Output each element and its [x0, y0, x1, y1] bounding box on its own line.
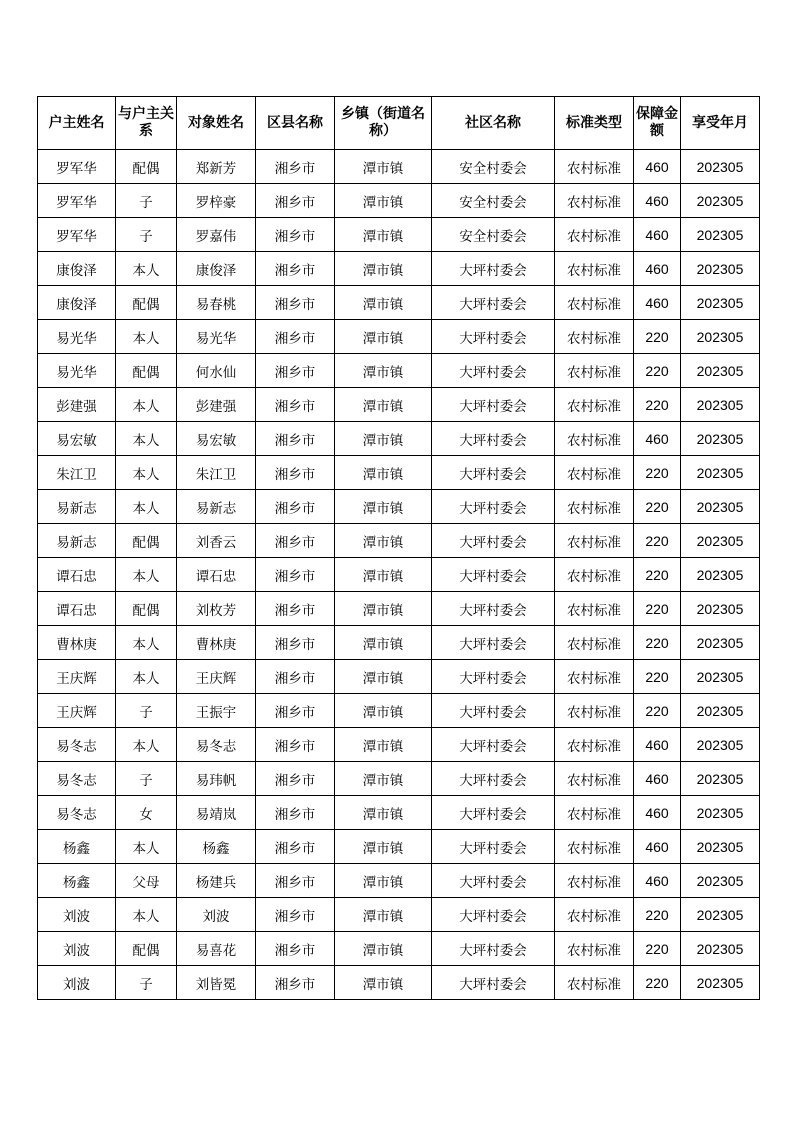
- county-cell: 湘乡市: [256, 660, 335, 694]
- table-header-row: [38, 97, 760, 150]
- household-head-cell: 易光华: [38, 354, 116, 388]
- period-cell: 202305: [681, 354, 760, 388]
- household-head-cell: 朱江卫: [38, 456, 116, 490]
- county-cell: 湘乡市: [256, 252, 335, 286]
- period-cell: 202305: [681, 218, 760, 252]
- township-cell: 潭市镇: [335, 524, 432, 558]
- beneficiary-table: [37, 96, 760, 1000]
- period-cell: 202305: [681, 286, 760, 320]
- community-cell: 大坪村委会: [432, 456, 555, 490]
- recipient-name-cell: 刘波: [177, 898, 256, 932]
- recipient-name-cell: 易冬志: [177, 728, 256, 762]
- township-cell: 潭市镇: [335, 898, 432, 932]
- county-cell: 湘乡市: [256, 864, 335, 898]
- amount-cell: 220: [634, 354, 681, 388]
- county-cell: 湘乡市: [256, 150, 335, 184]
- household-head-cell: 康俊泽: [38, 286, 116, 320]
- header-community: 社区名称: [432, 97, 555, 150]
- household-head-cell: 康俊泽: [38, 252, 116, 286]
- recipient-name-cell: 王庆辉: [177, 660, 256, 694]
- period-cell: 202305: [681, 388, 760, 422]
- amount-cell: 220: [634, 660, 681, 694]
- community-cell: 大坪村委会: [432, 728, 555, 762]
- period-cell: 202305: [681, 728, 760, 762]
- household-head-cell: 易新志: [38, 490, 116, 524]
- table-row: [38, 558, 760, 592]
- standard-type-cell: 农村标准: [555, 490, 634, 524]
- period-cell: 202305: [681, 660, 760, 694]
- amount-cell: 460: [634, 150, 681, 184]
- county-cell: 湘乡市: [256, 728, 335, 762]
- community-cell: 大坪村委会: [432, 762, 555, 796]
- header-township: 乡镇（街道名称）: [335, 97, 432, 150]
- township-cell: 潭市镇: [335, 864, 432, 898]
- household-head-cell: 罗军华: [38, 184, 116, 218]
- recipient-name-cell: 何水仙: [177, 354, 256, 388]
- relationship-cell: 父母: [116, 864, 177, 898]
- standard-type-cell: 农村标准: [555, 932, 634, 966]
- community-cell: 大坪村委会: [432, 830, 555, 864]
- amount-cell: 460: [634, 728, 681, 762]
- county-cell: 湘乡市: [256, 388, 335, 422]
- household-head-cell: 易新志: [38, 524, 116, 558]
- amount-cell: 220: [634, 558, 681, 592]
- standard-type-cell: 农村标准: [555, 626, 634, 660]
- township-cell: 潭市镇: [335, 422, 432, 456]
- header-recipient-name: 对象姓名: [177, 97, 256, 150]
- period-cell: 202305: [681, 524, 760, 558]
- standard-type-cell: 农村标准: [555, 728, 634, 762]
- recipient-name-cell: 易春桃: [177, 286, 256, 320]
- recipient-name-cell: 郑新芳: [177, 150, 256, 184]
- standard-type-cell: 农村标准: [555, 184, 634, 218]
- household-head-cell: 杨鑫: [38, 830, 116, 864]
- period-cell: 202305: [681, 422, 760, 456]
- standard-type-cell: 农村标准: [555, 524, 634, 558]
- amount-cell: 220: [634, 388, 681, 422]
- header-household-head: 户主姓名: [38, 97, 116, 150]
- township-cell: 潭市镇: [335, 558, 432, 592]
- standard-type-cell: 农村标准: [555, 592, 634, 626]
- period-cell: 202305: [681, 252, 760, 286]
- relationship-cell: 本人: [116, 558, 177, 592]
- amount-cell: 220: [634, 898, 681, 932]
- table-row: [38, 456, 760, 490]
- household-head-cell: 易冬志: [38, 762, 116, 796]
- table-row: [38, 932, 760, 966]
- recipient-name-cell: 杨鑫: [177, 830, 256, 864]
- relationship-cell: 配偶: [116, 150, 177, 184]
- county-cell: 湘乡市: [256, 626, 335, 660]
- standard-type-cell: 农村标准: [555, 864, 634, 898]
- recipient-name-cell: 王振宇: [177, 694, 256, 728]
- table-row: [38, 388, 760, 422]
- amount-cell: 220: [634, 694, 681, 728]
- standard-type-cell: 农村标准: [555, 320, 634, 354]
- relationship-cell: 本人: [116, 728, 177, 762]
- household-head-cell: 彭建强: [38, 388, 116, 422]
- township-cell: 潭市镇: [335, 184, 432, 218]
- relationship-cell: 配偶: [116, 354, 177, 388]
- county-cell: 湘乡市: [256, 830, 335, 864]
- standard-type-cell: 农村标准: [555, 660, 634, 694]
- period-cell: 202305: [681, 864, 760, 898]
- community-cell: 安全村委会: [432, 184, 555, 218]
- standard-type-cell: 农村标准: [555, 830, 634, 864]
- header-standard-type: 标准类型: [555, 97, 634, 150]
- table-row: [38, 354, 760, 388]
- amount-cell: 460: [634, 796, 681, 830]
- amount-cell: 220: [634, 592, 681, 626]
- recipient-name-cell: 易光华: [177, 320, 256, 354]
- period-cell: 202305: [681, 456, 760, 490]
- household-head-cell: 曹林庚: [38, 626, 116, 660]
- relationship-cell: 本人: [116, 660, 177, 694]
- household-head-cell: 易冬志: [38, 728, 116, 762]
- recipient-name-cell: 刘皆冕: [177, 966, 256, 1000]
- period-cell: 202305: [681, 694, 760, 728]
- standard-type-cell: 农村标准: [555, 150, 634, 184]
- community-cell: 大坪村委会: [432, 354, 555, 388]
- standard-type-cell: 农村标准: [555, 898, 634, 932]
- table-row: [38, 150, 760, 184]
- township-cell: 潭市镇: [335, 694, 432, 728]
- period-cell: 202305: [681, 830, 760, 864]
- community-cell: 大坪村委会: [432, 898, 555, 932]
- county-cell: 湘乡市: [256, 286, 335, 320]
- township-cell: 潭市镇: [335, 592, 432, 626]
- community-cell: 大坪村委会: [432, 592, 555, 626]
- period-cell: 202305: [681, 558, 760, 592]
- township-cell: 潭市镇: [335, 660, 432, 694]
- relationship-cell: 本人: [116, 422, 177, 456]
- county-cell: 湘乡市: [256, 320, 335, 354]
- community-cell: 安全村委会: [432, 150, 555, 184]
- recipient-name-cell: 彭建强: [177, 388, 256, 422]
- county-cell: 湘乡市: [256, 592, 335, 626]
- household-head-cell: 刘波: [38, 966, 116, 1000]
- table-row: [38, 592, 760, 626]
- household-head-cell: 王庆辉: [38, 694, 116, 728]
- relationship-cell: 本人: [116, 830, 177, 864]
- amount-cell: 220: [634, 932, 681, 966]
- relationship-cell: 本人: [116, 252, 177, 286]
- header-county: 区县名称: [256, 97, 335, 150]
- community-cell: 大坪村委会: [432, 252, 555, 286]
- period-cell: 202305: [681, 796, 760, 830]
- household-head-cell: 罗军华: [38, 150, 116, 184]
- township-cell: 潭市镇: [335, 966, 432, 1000]
- county-cell: 湘乡市: [256, 762, 335, 796]
- standard-type-cell: 农村标准: [555, 218, 634, 252]
- table-row: [38, 422, 760, 456]
- period-cell: 202305: [681, 626, 760, 660]
- recipient-name-cell: 易靖岚: [177, 796, 256, 830]
- table-row: [38, 320, 760, 354]
- period-cell: 202305: [681, 184, 760, 218]
- header-relationship: 与户主关系: [116, 97, 177, 150]
- relationship-cell: 配偶: [116, 524, 177, 558]
- amount-cell: 220: [634, 966, 681, 1000]
- table-row: [38, 796, 760, 830]
- community-cell: 大坪村委会: [432, 626, 555, 660]
- household-head-cell: 易冬志: [38, 796, 116, 830]
- recipient-name-cell: 曹林庚: [177, 626, 256, 660]
- relationship-cell: 本人: [116, 626, 177, 660]
- county-cell: 湘乡市: [256, 456, 335, 490]
- relationship-cell: 子: [116, 762, 177, 796]
- recipient-name-cell: 易喜花: [177, 932, 256, 966]
- household-head-cell: 易光华: [38, 320, 116, 354]
- community-cell: 大坪村委会: [432, 864, 555, 898]
- township-cell: 潭市镇: [335, 456, 432, 490]
- table-row: [38, 252, 760, 286]
- relationship-cell: 子: [116, 966, 177, 1000]
- header-amount: 保障金额: [634, 97, 681, 150]
- period-cell: 202305: [681, 490, 760, 524]
- township-cell: 潭市镇: [335, 286, 432, 320]
- township-cell: 潭市镇: [335, 762, 432, 796]
- household-head-cell: 谭石忠: [38, 592, 116, 626]
- table-row: [38, 830, 760, 864]
- household-head-cell: 谭石忠: [38, 558, 116, 592]
- relationship-cell: 配偶: [116, 286, 177, 320]
- standard-type-cell: 农村标准: [555, 252, 634, 286]
- community-cell: 大坪村委会: [432, 286, 555, 320]
- county-cell: 湘乡市: [256, 184, 335, 218]
- household-head-cell: 刘波: [38, 898, 116, 932]
- table-row: [38, 762, 760, 796]
- relationship-cell: 本人: [116, 490, 177, 524]
- standard-type-cell: 农村标准: [555, 558, 634, 592]
- county-cell: 湘乡市: [256, 796, 335, 830]
- period-cell: 202305: [681, 762, 760, 796]
- standard-type-cell: 农村标准: [555, 286, 634, 320]
- community-cell: 安全村委会: [432, 218, 555, 252]
- recipient-name-cell: 易玮帆: [177, 762, 256, 796]
- relationship-cell: 配偶: [116, 932, 177, 966]
- community-cell: 大坪村委会: [432, 320, 555, 354]
- period-cell: 202305: [681, 966, 760, 1000]
- township-cell: 潭市镇: [335, 796, 432, 830]
- header-period: 享受年月: [681, 97, 760, 150]
- township-cell: 潭市镇: [335, 388, 432, 422]
- recipient-name-cell: 易宏敏: [177, 422, 256, 456]
- recipient-name-cell: 罗梓豪: [177, 184, 256, 218]
- township-cell: 潭市镇: [335, 320, 432, 354]
- county-cell: 湘乡市: [256, 490, 335, 524]
- community-cell: 大坪村委会: [432, 796, 555, 830]
- relationship-cell: 子: [116, 184, 177, 218]
- relationship-cell: 本人: [116, 898, 177, 932]
- table-row: [38, 728, 760, 762]
- community-cell: 大坪村委会: [432, 422, 555, 456]
- recipient-name-cell: 杨建兵: [177, 864, 256, 898]
- standard-type-cell: 农村标准: [555, 354, 634, 388]
- amount-cell: 220: [634, 320, 681, 354]
- township-cell: 潭市镇: [335, 728, 432, 762]
- household-head-cell: 罗军华: [38, 218, 116, 252]
- community-cell: 大坪村委会: [432, 490, 555, 524]
- standard-type-cell: 农村标准: [555, 422, 634, 456]
- standard-type-cell: 农村标准: [555, 796, 634, 830]
- amount-cell: 220: [634, 626, 681, 660]
- community-cell: 大坪村委会: [432, 966, 555, 1000]
- county-cell: 湘乡市: [256, 524, 335, 558]
- table-row: [38, 626, 760, 660]
- township-cell: 潭市镇: [335, 218, 432, 252]
- amount-cell: 460: [634, 762, 681, 796]
- period-cell: 202305: [681, 320, 760, 354]
- amount-cell: 460: [634, 286, 681, 320]
- household-head-cell: 王庆辉: [38, 660, 116, 694]
- amount-cell: 460: [634, 830, 681, 864]
- table-row: [38, 660, 760, 694]
- relationship-cell: 子: [116, 694, 177, 728]
- standard-type-cell: 农村标准: [555, 694, 634, 728]
- standard-type-cell: 农村标准: [555, 388, 634, 422]
- community-cell: 大坪村委会: [432, 660, 555, 694]
- household-head-cell: 易宏敏: [38, 422, 116, 456]
- table-row: [38, 524, 760, 558]
- community-cell: 大坪村委会: [432, 524, 555, 558]
- standard-type-cell: 农村标准: [555, 966, 634, 1000]
- relationship-cell: 本人: [116, 388, 177, 422]
- county-cell: 湘乡市: [256, 354, 335, 388]
- amount-cell: 460: [634, 864, 681, 898]
- standard-type-cell: 农村标准: [555, 456, 634, 490]
- recipient-name-cell: 朱江卫: [177, 456, 256, 490]
- township-cell: 潭市镇: [335, 626, 432, 660]
- county-cell: 湘乡市: [256, 558, 335, 592]
- county-cell: 湘乡市: [256, 898, 335, 932]
- relationship-cell: 子: [116, 218, 177, 252]
- community-cell: 大坪村委会: [432, 558, 555, 592]
- township-cell: 潭市镇: [335, 150, 432, 184]
- table-row: [38, 898, 760, 932]
- recipient-name-cell: 刘香云: [177, 524, 256, 558]
- table-row: [38, 694, 760, 728]
- recipient-name-cell: 刘枚芳: [177, 592, 256, 626]
- period-cell: 202305: [681, 898, 760, 932]
- township-cell: 潭市镇: [335, 490, 432, 524]
- county-cell: 湘乡市: [256, 694, 335, 728]
- amount-cell: 220: [634, 490, 681, 524]
- amount-cell: 220: [634, 524, 681, 558]
- recipient-name-cell: 罗嘉伟: [177, 218, 256, 252]
- community-cell: 大坪村委会: [432, 932, 555, 966]
- period-cell: 202305: [681, 150, 760, 184]
- amount-cell: 460: [634, 252, 681, 286]
- table-row: [38, 286, 760, 320]
- amount-cell: 460: [634, 422, 681, 456]
- relationship-cell: 配偶: [116, 592, 177, 626]
- relationship-cell: 本人: [116, 320, 177, 354]
- township-cell: 潭市镇: [335, 252, 432, 286]
- recipient-name-cell: 康俊泽: [177, 252, 256, 286]
- county-cell: 湘乡市: [256, 932, 335, 966]
- township-cell: 潭市镇: [335, 354, 432, 388]
- table-row: [38, 218, 760, 252]
- table-row: [38, 184, 760, 218]
- township-cell: 潭市镇: [335, 932, 432, 966]
- county-cell: 湘乡市: [256, 218, 335, 252]
- amount-cell: 220: [634, 456, 681, 490]
- household-head-cell: 杨鑫: [38, 864, 116, 898]
- relationship-cell: 女: [116, 796, 177, 830]
- recipient-name-cell: 谭石忠: [177, 558, 256, 592]
- county-cell: 湘乡市: [256, 422, 335, 456]
- standard-type-cell: 农村标准: [555, 762, 634, 796]
- table-row: [38, 490, 760, 524]
- township-cell: 潭市镇: [335, 830, 432, 864]
- table-row: [38, 864, 760, 898]
- period-cell: 202305: [681, 932, 760, 966]
- community-cell: 大坪村委会: [432, 694, 555, 728]
- community-cell: 大坪村委会: [432, 388, 555, 422]
- household-head-cell: 刘波: [38, 932, 116, 966]
- recipient-name-cell: 易新志: [177, 490, 256, 524]
- amount-cell: 460: [634, 218, 681, 252]
- relationship-cell: 本人: [116, 456, 177, 490]
- table-row: [38, 966, 760, 1000]
- county-cell: 湘乡市: [256, 966, 335, 1000]
- period-cell: 202305: [681, 592, 760, 626]
- amount-cell: 460: [634, 184, 681, 218]
